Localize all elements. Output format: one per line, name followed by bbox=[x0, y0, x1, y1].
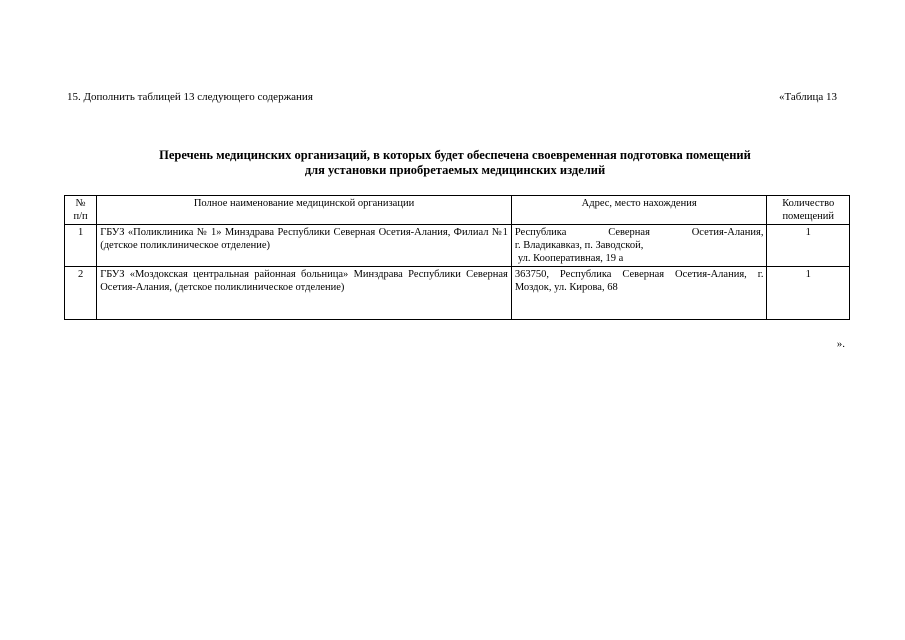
row-number: 1 bbox=[65, 225, 97, 267]
header-number-line-1: № bbox=[75, 198, 86, 209]
row-count: 1 bbox=[767, 225, 850, 267]
row-count: 1 bbox=[767, 267, 850, 320]
row-org-name: ГБУЗ «Моздокская центральная районная больница» Минздрава Республики Северная Осетия-Алания, (детское поликлиническое отделение) bbox=[97, 267, 512, 320]
header-name: Полное наименование медицинской организации bbox=[97, 196, 512, 225]
table-row bbox=[65, 267, 850, 320]
row-address-line-2: г. Владикавказ, п. Заводской, bbox=[514, 240, 644, 251]
table-reference: «Таблица 13 bbox=[778, 91, 837, 103]
organizations-table bbox=[64, 195, 850, 320]
row-number: 2 bbox=[65, 267, 97, 320]
table-header-row bbox=[65, 196, 850, 225]
row-address-line-3: ул. Кооперативная, 19 а bbox=[517, 253, 624, 264]
header-count-line-1: Количество bbox=[782, 198, 835, 209]
table-row bbox=[65, 225, 850, 267]
row-address: 363750, Республика Северная Осетия-Алания, г. Моздок, ул. Кирова, 68 bbox=[511, 267, 767, 320]
row-org-name: ГБУЗ «Поликлиника № 1» Минздрава Республики Северная Осетия-Алания, Филиал №1 (детское поликлиническое отделение) bbox=[97, 225, 512, 267]
table-title bbox=[60, 148, 850, 178]
header-number bbox=[65, 196, 97, 225]
header-count bbox=[767, 196, 850, 225]
closing-quote: ». bbox=[836, 338, 845, 350]
header-number-line-2: п/п bbox=[73, 211, 88, 222]
header-address: Адрес, место нахождения bbox=[511, 196, 767, 225]
row-address-line-1: Республика Северная Осетия-Алания, bbox=[514, 227, 764, 238]
row-address bbox=[511, 225, 767, 267]
table-title-line-1: Перечень медицинских организаций, в которых будет обеспечена своевременная подготовка помещений bbox=[159, 148, 751, 162]
table-title-line-2: для установки приобретаемых медицинских изделий bbox=[304, 163, 606, 177]
header-count-line-2: помещений bbox=[782, 211, 835, 222]
intro-paragraph: 15. Дополнить таблицей 13 следующего содержания bbox=[67, 91, 313, 103]
